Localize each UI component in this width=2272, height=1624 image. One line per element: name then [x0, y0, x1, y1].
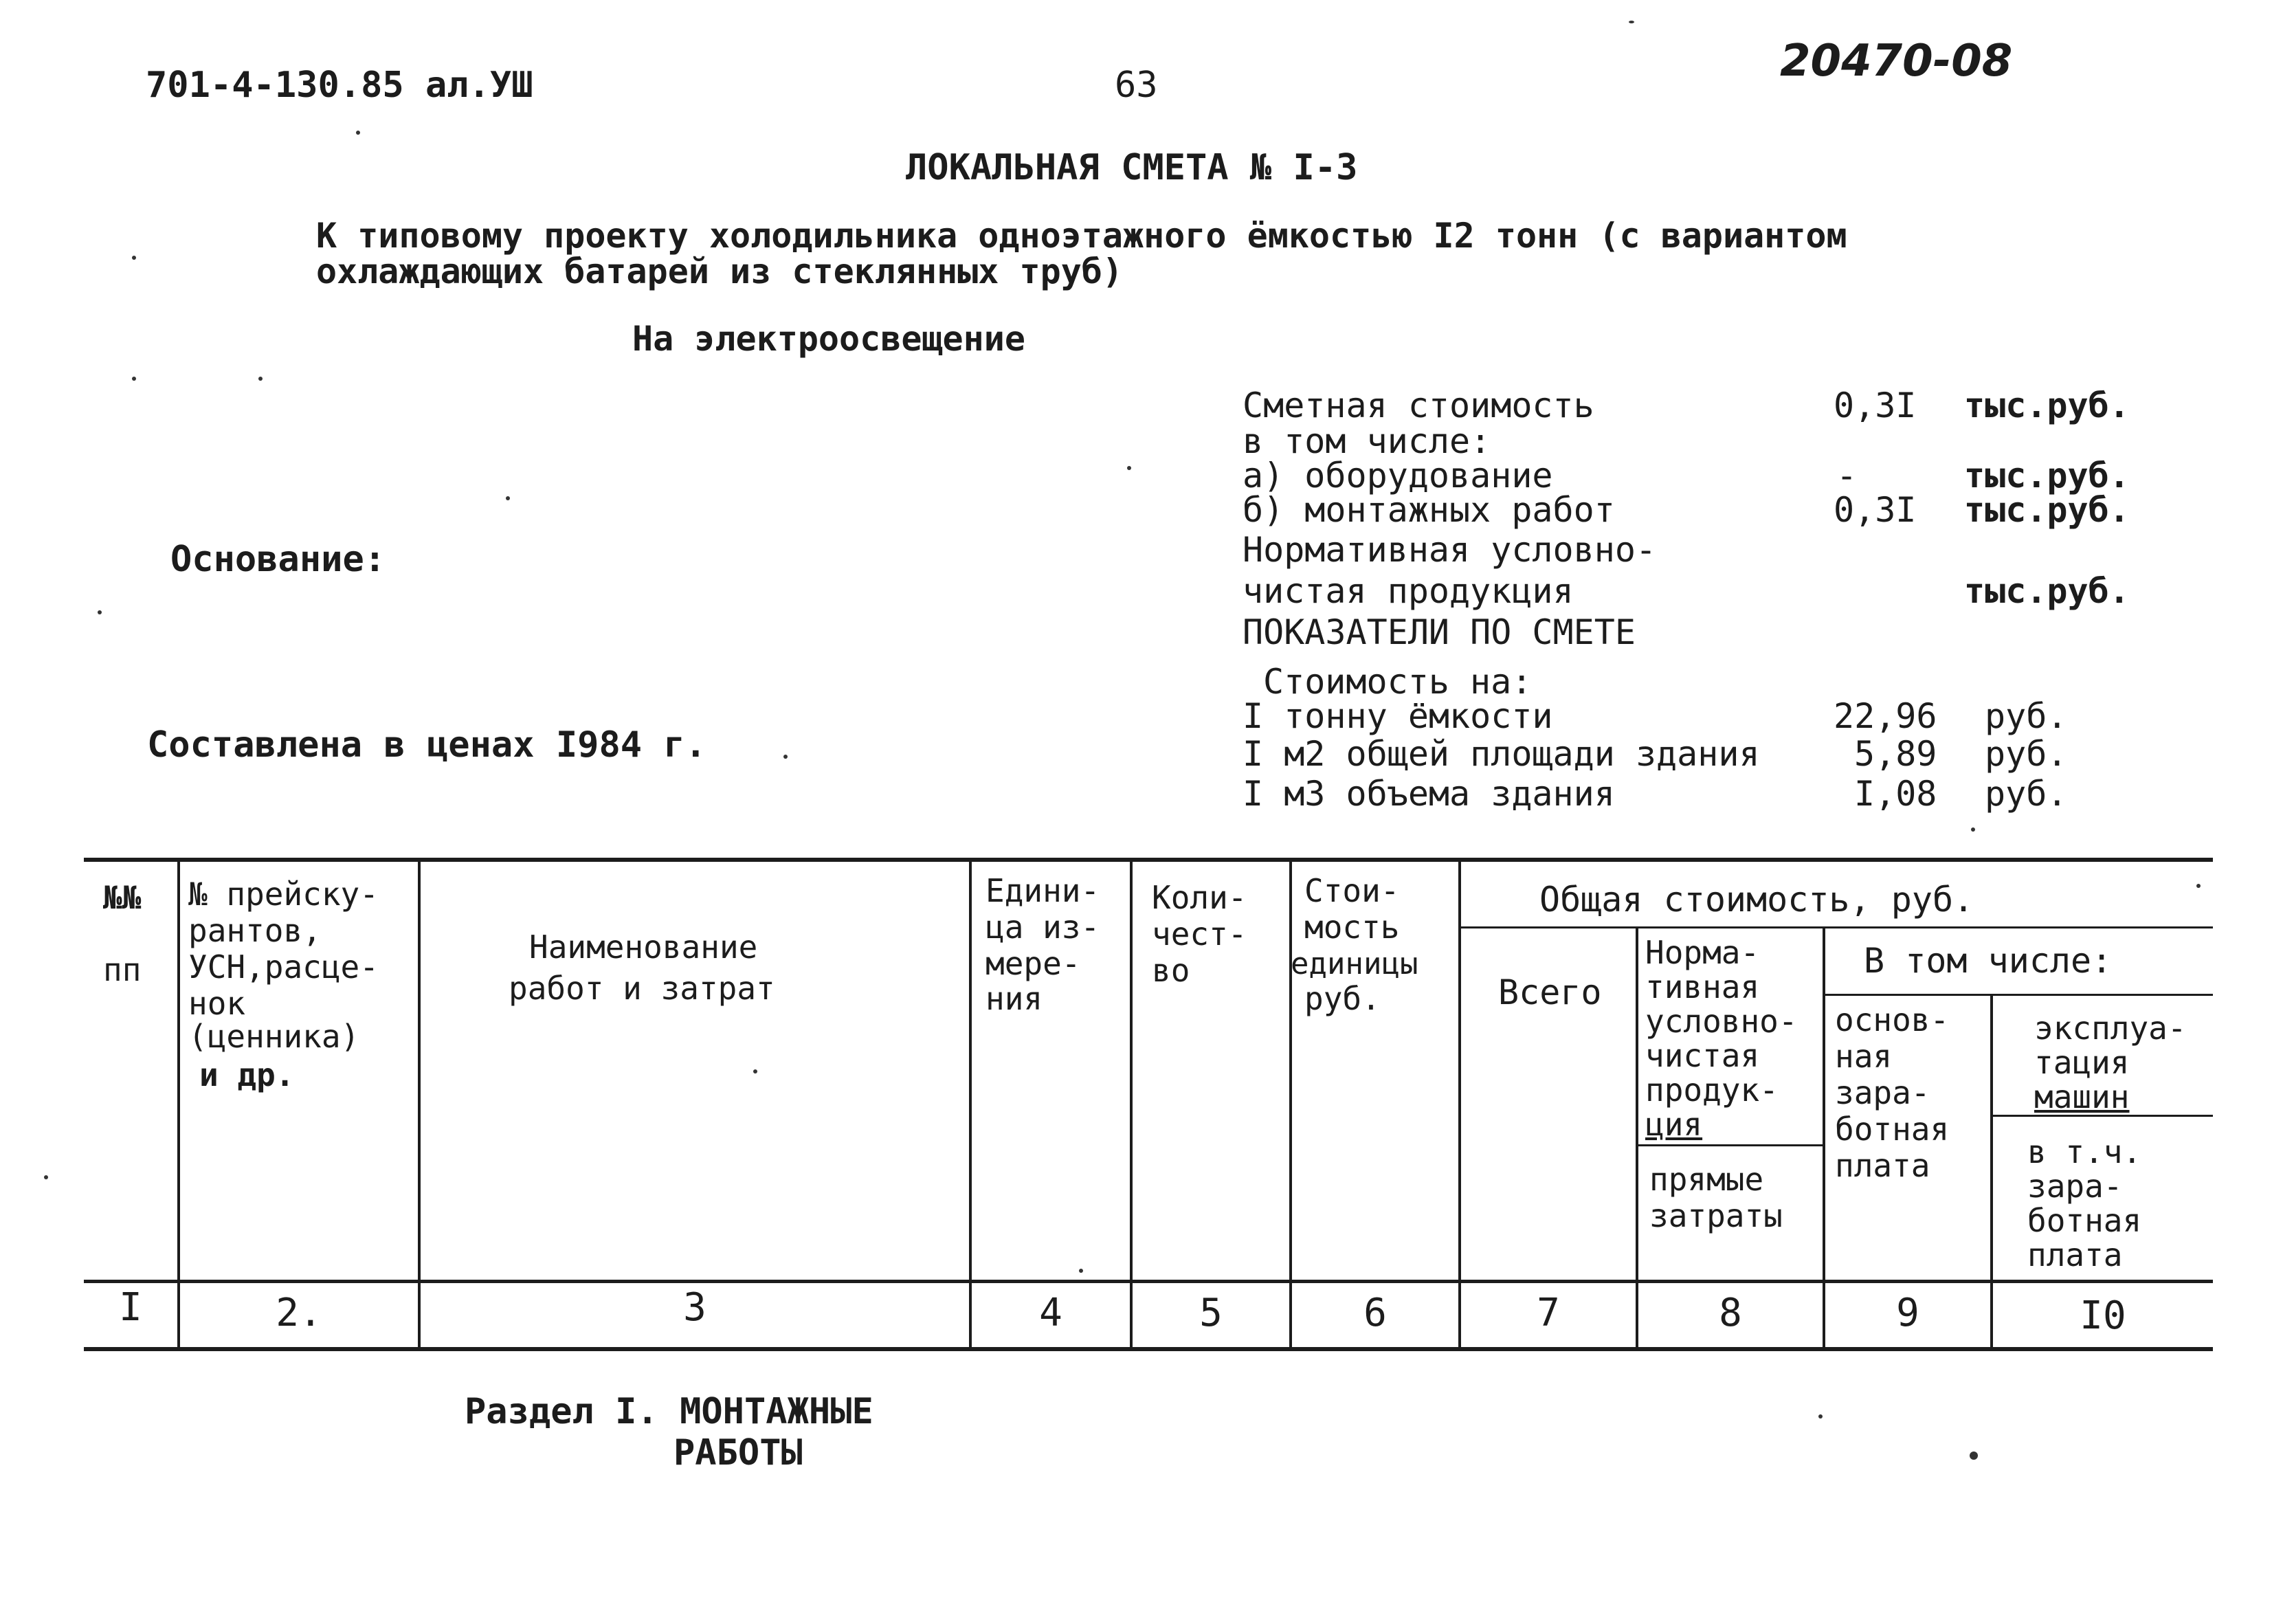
header-total: Всего [1498, 972, 1602, 1012]
summary-label: чистая продукция [1243, 571, 1574, 611]
header-line: Едини- [985, 872, 1100, 909]
scan-speck [2196, 884, 2201, 888]
header-line: ная [1835, 1038, 1893, 1075]
subtitle-line-2: охлаждающих батарей из стеклянных труб) [316, 252, 1123, 291]
header-line: зара- [2027, 1168, 2123, 1205]
summary-value: 5,89 [1854, 734, 1937, 774]
header-line: руб. [1304, 980, 1381, 1017]
column-divider [1130, 858, 1133, 1351]
scan-speck [98, 610, 102, 614]
basis-label: Основание: [170, 539, 386, 580]
scan-speck [44, 1175, 48, 1179]
scan-speck [1818, 1414, 1823, 1419]
column-number: I0 [2080, 1293, 2126, 1338]
table-top-border [84, 858, 2213, 862]
header-line: плата [1835, 1147, 1930, 1184]
header-row-number-1: №№ [103, 879, 142, 916]
header-line: затраты [1649, 1197, 1783, 1234]
column-divider [1823, 926, 1825, 1351]
header-line: работ и затрат [509, 970, 775, 1007]
summary-unit: тыс.руб. [1964, 386, 2130, 425]
scan-speck [506, 496, 510, 500]
header-line: Наименование [529, 928, 758, 966]
summary-label: Сметная стоимость [1243, 386, 1594, 425]
header-line: машин [2034, 1078, 2130, 1115]
header-line: мере- [985, 945, 1081, 982]
column-number: 9 [1896, 1291, 1919, 1335]
summary-unit: руб. [1985, 734, 2068, 774]
header-line: ботная [2027, 1202, 2142, 1239]
page-number: 63 [1115, 65, 1158, 106]
column-number: 4 [1039, 1291, 1062, 1335]
header-line: во [1152, 952, 1190, 989]
column-divider [1636, 926, 1638, 1351]
column-number: 8 [1719, 1291, 1742, 1335]
header-line: единицы [1291, 946, 1418, 981]
header-line: плата [2027, 1236, 2123, 1273]
column-number: 6 [1363, 1291, 1387, 1335]
column-divider [177, 858, 180, 1351]
scan-speck [258, 377, 263, 381]
summary-label: I тонну ёмкости [1243, 696, 1553, 736]
column-divider [1289, 858, 1292, 1351]
scan-speck [753, 1069, 757, 1074]
header-line: ния [985, 980, 1043, 1017]
scan-speck [783, 755, 788, 759]
column-number: 2. [276, 1291, 322, 1335]
scan-speck [356, 131, 360, 135]
header-line: мость [1304, 909, 1400, 946]
header-line: Коли- [1152, 879, 1247, 916]
table-rule [1458, 926, 2213, 928]
purpose-line: На электроосвещение [632, 319, 1025, 359]
document-code: 701-4-130.85 ал.УШ [146, 65, 533, 106]
summary-unit: тыс.руб. [1964, 456, 2130, 496]
header-line: ботная [1835, 1111, 1950, 1148]
scan-speck [1629, 21, 1634, 23]
table-bottom-border [84, 1347, 2213, 1351]
header-line: (ценника) [188, 1018, 360, 1055]
summary-label: в том числе: [1243, 421, 1491, 461]
section-heading-line-1: Раздел I. МОНТАЖНЫЕ [465, 1391, 873, 1432]
summary-label: а) оборудование [1243, 456, 1553, 496]
header-line: Норма- [1645, 934, 1760, 971]
summary-label: Стоимость на: [1263, 662, 1533, 702]
scan-speck [132, 377, 136, 381]
column-divider [418, 858, 421, 1351]
column-divider [1458, 858, 1461, 1351]
header-row-number-2: пп [103, 951, 142, 988]
header-line: тация [2034, 1044, 2130, 1081]
header-line: тивная [1645, 968, 1760, 1005]
header-line: условно- [1645, 1003, 1798, 1040]
header-line: продук- [1645, 1071, 1779, 1109]
header-line: и др. [199, 1056, 295, 1093]
summary-value: 0,3I [1834, 386, 1917, 425]
summary-label: б) монтажных работ [1243, 490, 1615, 530]
table-header-bottom-border [84, 1280, 2213, 1283]
column-number: 3 [683, 1285, 706, 1330]
summary-label: I м2 общей площади здания [1243, 734, 1760, 774]
header-line: зара- [1835, 1074, 1930, 1111]
summary-unit: руб. [1985, 696, 2068, 736]
header-line: ция [1645, 1106, 1703, 1143]
header-including: В том числе: [1864, 941, 2113, 981]
scan-speck [1127, 466, 1131, 470]
header-line: рантов, [188, 912, 322, 949]
handwritten-number: 20470-08 [1780, 36, 2013, 87]
header-line: УСН,расце- [188, 948, 379, 986]
column-number: 5 [1199, 1291, 1223, 1335]
header-line: Стои- [1304, 872, 1400, 909]
header-line: эксплуа- [2034, 1010, 2187, 1047]
header-line: чистая [1645, 1037, 1760, 1074]
summary-unit: тыс.руб. [1964, 571, 2130, 611]
summary-value: - [1836, 456, 1858, 496]
scan-speck [1971, 827, 1975, 832]
summary-label: Нормативная условно- [1243, 530, 1657, 570]
header-line: основ- [1835, 1001, 1950, 1038]
header-total-cost: Общая стоимость, руб. [1539, 880, 1974, 920]
summary-unit: руб. [1985, 774, 2068, 814]
header-line: прямые [1649, 1161, 1764, 1198]
summary-value: 0,3I [1834, 490, 1917, 530]
table-rule [1636, 1144, 1823, 1146]
header-line: нок [188, 985, 246, 1022]
section-heading-line-2: РАБОТЫ [673, 1432, 803, 1473]
summary-label: I м3 объема здания [1243, 774, 1615, 814]
document-title: ЛОКАЛЬНАЯ СМЕТА № I-3 [906, 147, 1358, 188]
header-line: № прейску- [188, 876, 379, 913]
header-line: в т.ч. [2027, 1133, 2142, 1170]
header-line: ца из- [985, 909, 1100, 946]
header-line: чест- [1152, 915, 1247, 953]
scan-speck [1970, 1451, 1978, 1460]
scan-speck [1079, 1269, 1083, 1273]
column-number: I [119, 1285, 142, 1330]
summary-value: I,08 [1854, 774, 1937, 814]
subtitle-line-1: К типовому проекту холодильника одноэтажного ёмкостью I2 тонн (с вариантом [316, 216, 1847, 256]
summary-value: 22,96 [1834, 696, 1937, 736]
summary-unit: тыс.руб. [1964, 490, 2130, 530]
summary-section-heading: ПОКАЗАТЕЛИ ПО СМЕТЕ [1243, 612, 1636, 652]
column-divider [969, 858, 972, 1351]
column-number: 7 [1537, 1291, 1560, 1335]
compiled-prices: Составлена в ценах I984 г. [147, 724, 706, 766]
table-rule [1823, 994, 2213, 996]
scan-speck [132, 256, 136, 260]
